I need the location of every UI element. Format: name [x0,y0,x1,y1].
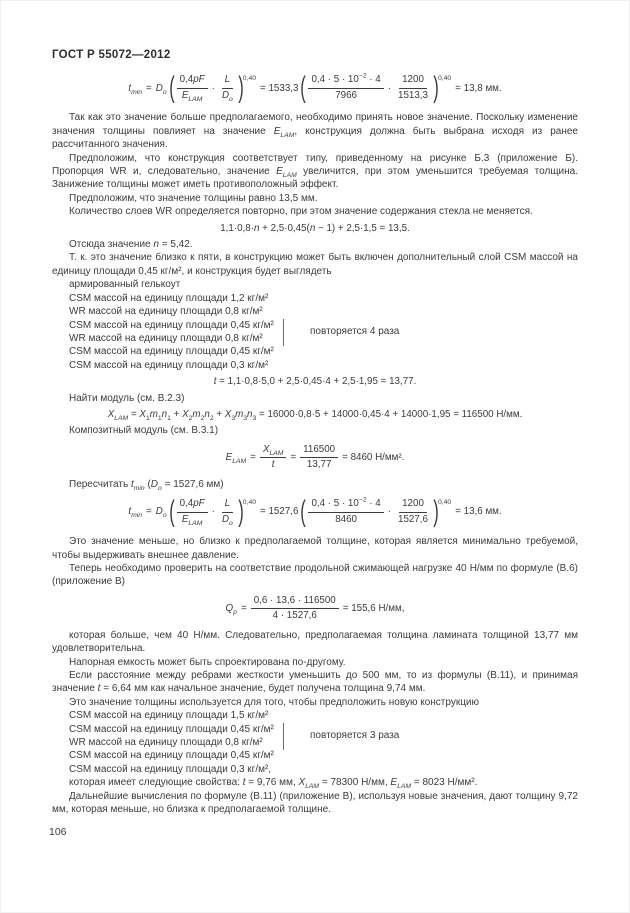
paragraph-value-less: Это значение меньше, но близко к предполагаемой толщине, которая является минимально требуемой, чтобы выдерживать внешнее давление. [52,536,578,561]
close-paren: ) [433,495,439,529]
list-item: CSM массой на единицу площади 0,45 кг/м² [69,346,274,358]
fraction: $\frac{0,6 \cdot 13,6 \cdot 116500}{4 \cdot 1527,6}$ [251,595,339,623]
fraction: $\frac{0,4pF}{E_{LAM}}$ [177,498,208,526]
paragraph-composite-modulus: Композитный модуль (см. В.3.1) [69,425,219,437]
exponent: 0,40 [242,499,257,507]
fraction: $\frac{116500}{13,77}$ [300,444,338,472]
equation-elam: $E_{LAM}$ = $\frac{X_{LAM}}{t}$ = $\frac{116500}{13,77}$ = 8460 Н/мм². [225,443,405,471]
close-paren: ) [433,71,439,105]
paragraph-new-construction: Это значение толщины используется для того, чтобы предположить новую конструкцию [69,696,480,708]
fraction: $\frac{1200}{1527,6}$ [398,498,428,525]
equation-xlam: $X_{LAM} = X_1m_1n_1 + X_2m_2n_2 + X_3m_3n_3 = 16000\cdot 0,8\cdot 5 + 14000\cdot 0,45\cdot 4 + 14000\cdot 1,95 = 116500$ Н/мм. [107,408,523,422]
list-item: CSM массой на единицу площади 0,45 кг/м² [69,319,274,331]
list-item: CSM массой на единицу площади 1,2 кг/м² [69,292,269,304]
open-paren: ( [300,71,307,105]
page-content [52,49,578,816]
repeat-label: повторяется 4 раза [310,326,400,338]
paragraph-new-value: Так как это значение больше предполагаемого, необходимо принять новое значение. Поскольку изменение значения толщины повлияет на значение $E_{LAM}$, конструкция должна быть выбрана исходя из ранее рассчитанного значения. [52,112,578,151]
paragraph-check-load: Теперь необходимо проверить на соответствие продольной сжимающей нагрузке 40 Н/мм по формуле (В.6) (приложение В) [52,562,578,588]
paragraph-satisfactory: которая больше, чем 40 Н/мм. Следовательно, предполагаемая толщина ламината толщиной 13,77 мм удовлетворительна. [52,629,578,655]
open-paren: ( [300,495,307,529]
fraction: $\frac{L}{D_o}$ [221,74,233,103]
layup-list-2 [52,709,578,776]
list-item: CSM массой на единицу площади 0,45 кг/м² [69,750,274,762]
formula-tmin-recalc: $t_{min}$ = $D_o$ ( $\frac{0,4pF}{E_{LAM}}$ · $\frac{L}{D_o}$ ) $^{0,40}$ = 1527,6 ( $\frac{0,4 \cdot 5 \cdot 10^{-2} \cdot 4}{8460}$ · $\frac{1200}{1527,6}$ ) $^{0,40}$ = 13,6 мм. [128,495,502,529]
paragraph-further-calc: Дальнейшие вычисления по формуле (В.11) (приложение В), используя новые значения, дают толщину 9,72 мм, которая меньше, но близка к предполагаемой толщине. [52,790,578,816]
list-item: WR массой на единицу площади 0,8 кг/м² [69,306,263,318]
list-item: CSM массой на единицу площади 0,3 кг/м² [69,359,269,371]
list-item: CSM массой на единицу площади 0,45 кг/м² [69,723,274,735]
paragraph-extra-csm: Т. к. это значение близко к пяти, в конструкцию может быть включен дополнительный слой CSM массой на единицу площади 0,45 кг/м², и конструкция будет выглядеть [52,252,578,277]
exponent: 0,40 [437,75,452,83]
close-paren: ) [238,495,244,529]
equation-qp: $Q_p$ = $\frac{0,6 \cdot 13,6 \cdot 116500}{4 \cdot 1527,6}$ = 155,6 Н/мм, [225,594,405,622]
repeat-label: повторяется 3 раза [310,730,400,742]
list-item: армированный гелькоут [69,279,181,291]
paragraph-stiffener-spacing: Если расстояние между ребрами жесткости уменьшить до 500 мм, то из формулы (В.11), и принимая значение t = 6,64 мм как начальное значение, будет получена толщина 9,74 мм. [52,670,578,695]
paragraph-construction-type: Предположим, что конструкция соответствует типу, приведенному на рисунке Б.3 (приложение Б). Пропорция WR и, следовательно, значение $E_{LAM}$ увеличится, при этом уменьшится требуемая толщина. Занижение толщины может иметь противоположный эффект. [52,152,578,191]
fraction: $\frac{0,4 \cdot 5 \cdot 10^{-2} \cdot 4}{7966}$ [308,74,383,102]
list-item: CSM массой на единицу площади 1,5 кг/м² [69,710,269,722]
equation-thickness-t: t = 1,1·0,8·5,0 + 2,5·0,45·4 + 2,5·1,95 = 13,77. [213,376,417,388]
list-item: CSM массой на единицу площади 0,3 кг/м², [69,763,272,775]
open-paren: ( [168,71,175,105]
close-paren: ) [238,71,244,105]
paragraph-n-result: Отсюда значение n = 5,42. [69,239,193,251]
doc-header-title: ГОСТ Р 55072—2012 [52,49,171,61]
paragraph-properties: которая имеет следующие свойства: t = 9,76 мм, $X_{LAM} = 78300$ Н/мм, $E_{LAM} = 8023$ Н/мм². [69,777,478,791]
fraction: $\frac{L}{D_o}$ [221,498,233,527]
fraction: $\frac{0,4 \cdot 5 \cdot 10^{-2} \cdot 4}{8460}$ [308,498,383,526]
paragraph-find-modulus: Найти модуль (см. В.2.3) [69,392,185,404]
exponent: 0,40 [242,75,257,83]
fraction: $\frac{X_{LAM}}{t}$ [260,444,287,472]
page-number: 106 [49,826,67,838]
list-item: WR массой на единицу площади 0,8 кг/м² [69,332,263,344]
paragraph-assume-thickness: Предположим, что значение толщины равно 13,5 мм. [69,192,318,204]
fraction: $\frac{0,4pF}{E_{LAM}}$ [177,74,208,102]
repeat-bracket [283,319,284,346]
fraction: $\frac{1200}{1513,3}$ [398,74,428,101]
paragraph-alt-design: Напорная емкость может быть спроектирована по-другому. [69,656,346,668]
layup-list-1 [52,278,578,372]
repeat-bracket [283,723,284,750]
paragraph-wr-layers: Количество слоев WR определяется повторно, при этом значение содержания стекла не меняется. [69,206,533,218]
formula-tmin-initial: $t_{min}$ = $D_o$ ( $\frac{0,4pF}{E_{LAM}}$ · $\frac{L}{D_o}$ ) $^{0,40}$ = 1533,3 ( $\frac{0,4 \cdot 5 \cdot 10^{-2} \cdot 4}{7966}$ · $\frac{1200}{1513,3}$ ) $^{0,40}$ = 13,8 мм. [128,71,502,105]
list-item: WR массой на единицу площади 0,8 кг/м² [69,737,263,749]
equation-n-layers: 1,1·0,8·n + 2,5·0,45(n − 1) + 2,5·1,5 = 13,5. [220,222,410,234]
exponent: 0,40 [437,499,452,507]
paragraph-recalculate: Пересчитать $t_{min}$ ($D_o = 1527,6$ мм) [69,478,224,492]
open-paren: ( [168,495,175,529]
